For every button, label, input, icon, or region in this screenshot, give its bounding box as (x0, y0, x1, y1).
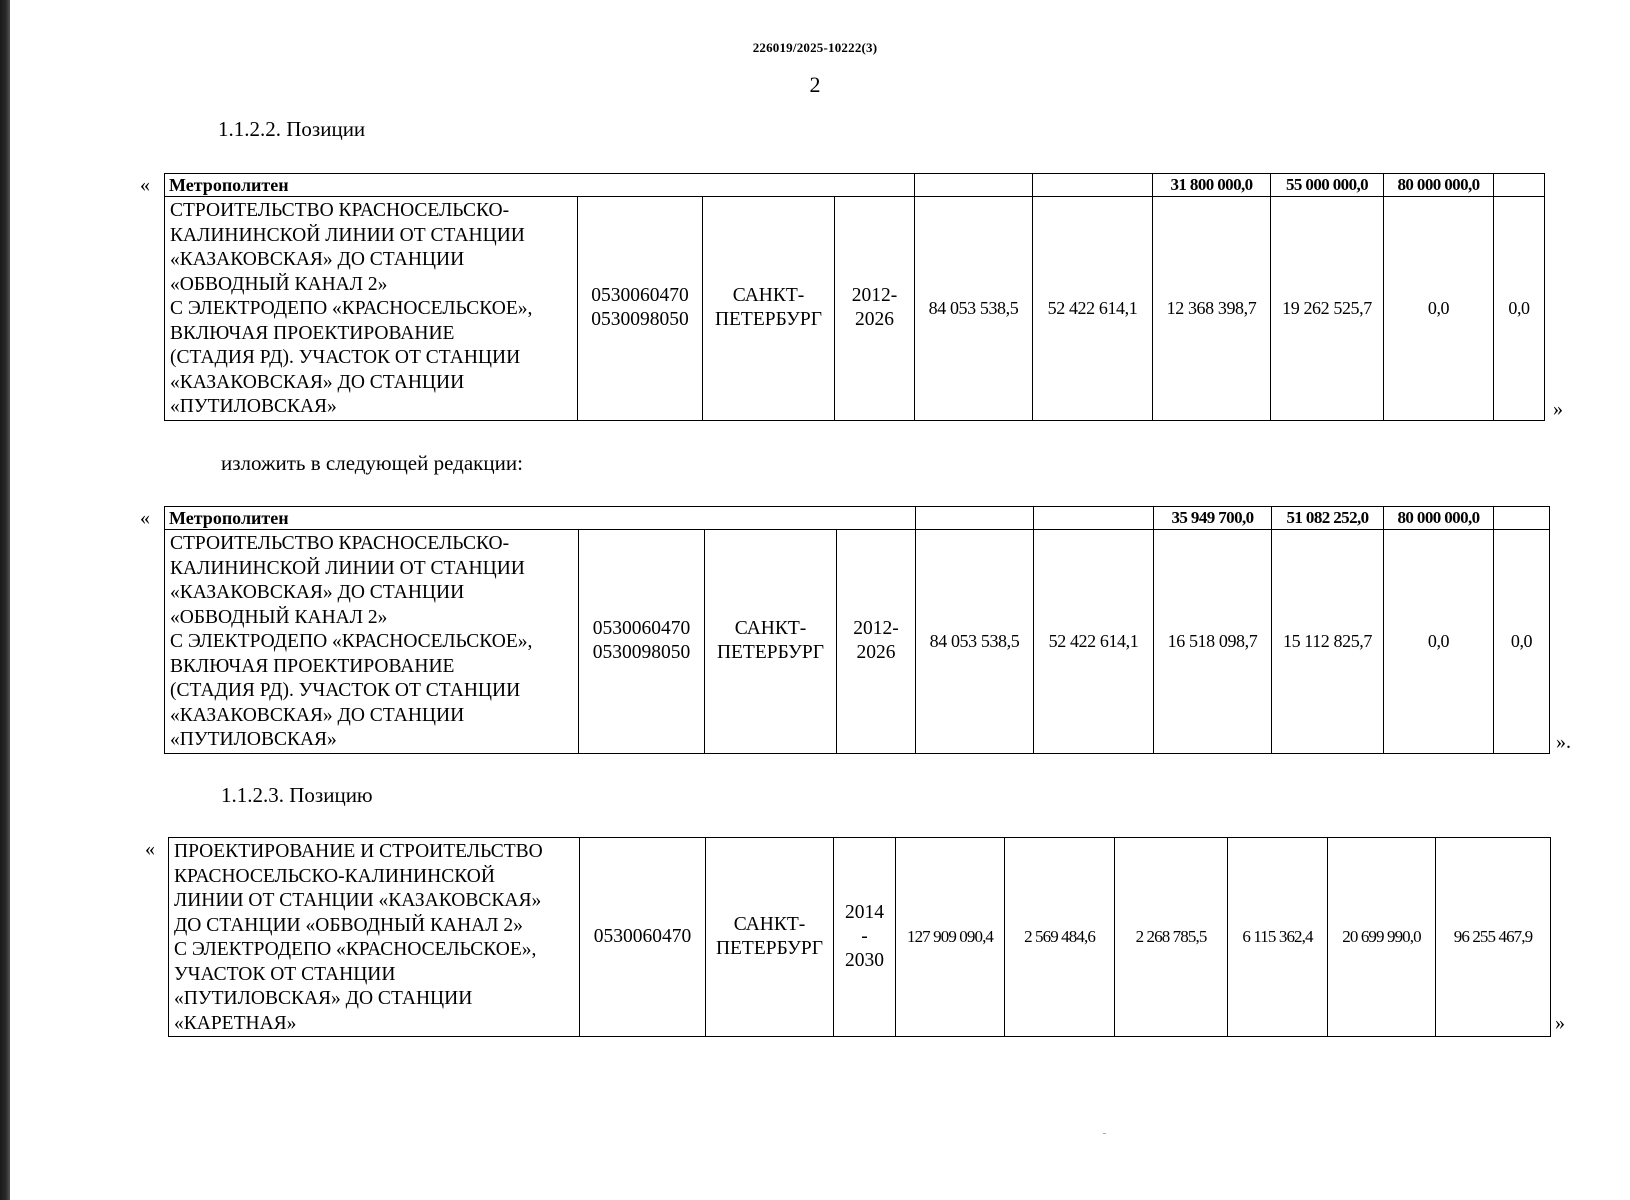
city: САНКТ- ПЕТЕРБУРГ (706, 838, 834, 1037)
value-cell: 96 255 467,9 (1436, 838, 1551, 1037)
positions-table-old (164, 173, 1545, 421)
budget-code: 0530060470 0530098050 (579, 530, 705, 754)
years: 2012- 2026 (837, 530, 916, 754)
object-name: СТРОИТЕЛЬСТВО КРАСНОСЕЛЬСКО- КАЛИНИНСКОЙ ЛИНИИ ОТ СТАНЦИИ «КАЗАКОВСКАЯ» ДО СТАНЦИИ «ОБВОДНЫЙ КАНАЛ 2» С ЭЛЕКТРОДЕПО «КРАСНОСЕЛЬСКОЕ», ВКЛЮЧАЯ ПРОЕКТИРОВАНИЕ (СТАДИЯ РД). УЧАСТОК ОТ СТАНЦИИ «КАЗАКОВСКАЯ» ДО СТАНЦИИ «ПУТИЛОВСКАЯ» (165, 197, 578, 421)
middle-text: изложить в следующей редакции: (221, 451, 523, 475)
positions-table-new (164, 506, 1550, 754)
group-value: 55 000 000,0 (1271, 174, 1384, 197)
group-value: 80 000 000,0 (1384, 174, 1494, 197)
city: САНКТ- ПЕТЕРБУРГ (703, 197, 835, 421)
value-cell: 52 422 614,1 (1033, 197, 1153, 421)
value-cell: 84 053 538,5 (915, 197, 1033, 421)
quote-close-3: » (1555, 1012, 1565, 1034)
value-cell: 19 262 525,7 (1271, 197, 1384, 421)
value-cell: 2 268 785,5 (1115, 838, 1228, 1037)
document-number: 226019/2025-10222(3) (752, 40, 878, 55)
quote-close-1: » (1553, 398, 1563, 420)
section-heading-1-1-2-3: 1.1.2.3. Позицию (221, 783, 373, 807)
value-cell: 0,0 (1494, 530, 1550, 754)
table-row (165, 530, 1550, 754)
value-cell: 127 909 090,4 (896, 838, 1005, 1037)
value-cell: 84 053 538,5 (916, 530, 1034, 754)
table-row (169, 838, 1551, 1037)
value-cell: 15 112 825,7 (1272, 530, 1384, 754)
value-cell: 52 422 614,1 (1034, 530, 1154, 754)
object-name: ПРОЕКТИРОВАНИЕ И СТРОИТЕЛЬСТВО КРАСНОСЕЛЬСКО-КАЛИНИНСКОЙ ЛИНИИ ОТ СТАНЦИИ «КАЗАКОВСКАЯ» ДО СТАНЦИИ «ОБВОДНЫЙ КАНАЛ 2» С ЭЛЕКТРОДЕПО «КРАСНОСЕЛЬСКОЕ», УЧАСТОК ОТ СТАНЦИИ «ПУТИЛОВСКАЯ» ДО СТАНЦИИ «КАРЕТНАЯ» (169, 838, 580, 1037)
value-cell: 0,0 (1384, 530, 1494, 754)
scan-speck (1103, 1133, 1106, 1134)
quote-open-3: « (145, 838, 155, 860)
quote-open-2: « (140, 507, 150, 529)
group-value: 51 082 252,0 (1272, 507, 1384, 530)
group-value: 31 800 000,0 (1153, 174, 1271, 197)
table-row (165, 197, 1545, 421)
years: 2012- 2026 (835, 197, 915, 421)
value-cell: 0,0 (1384, 197, 1494, 421)
value-cell: 6 115 362,4 (1228, 838, 1328, 1037)
group-title: Метрополитен (165, 174, 915, 197)
budget-code: 0530060470 0530098050 (578, 197, 703, 421)
object-name: СТРОИТЕЛЬСТВО КРАСНОСЕЛЬСКО- КАЛИНИНСКОЙ ЛИНИИ ОТ СТАНЦИИ «КАЗАКОВСКАЯ» ДО СТАНЦИИ «ОБВОДНЫЙ КАНАЛ 2» С ЭЛЕКТРОДЕПО «КРАСНОСЕЛЬСКОЕ», ВКЛЮЧАЯ ПРОЕКТИРОВАНИЕ (СТАДИЯ РД). УЧАСТОК ОТ СТАНЦИИ «КАЗАКОВСКАЯ» ДО СТАНЦИИ «ПУТИЛОВСКАЯ» (165, 530, 579, 754)
group-title: Метрополитен (165, 507, 916, 530)
quote-open-1: « (140, 174, 150, 196)
value-cell: 16 518 098,7 (1154, 530, 1272, 754)
value-cell: 2 569 484,6 (1005, 838, 1115, 1037)
value-cell: 0,0 (1494, 197, 1545, 421)
value-cell: 20 699 990,0 (1328, 838, 1436, 1037)
scan-left-edge (0, 0, 10, 1200)
quote-close-2: ». (1556, 731, 1571, 753)
city: САНКТ- ПЕТЕРБУРГ (705, 530, 837, 754)
positions-table-2 (168, 837, 1551, 1037)
section-heading-1-1-2-2: 1.1.2.2. Позиции (218, 117, 366, 141)
group-value: 35 949 700,0 (1154, 507, 1272, 530)
years: 2014 - 2030 (834, 838, 896, 1037)
group-value: 80 000 000,0 (1384, 507, 1494, 530)
budget-code: 0530060470 (580, 838, 706, 1037)
page-number: 2 (809, 72, 821, 97)
value-cell: 12 368 398,7 (1153, 197, 1271, 421)
group-row (165, 507, 1550, 530)
group-row (165, 174, 1545, 197)
